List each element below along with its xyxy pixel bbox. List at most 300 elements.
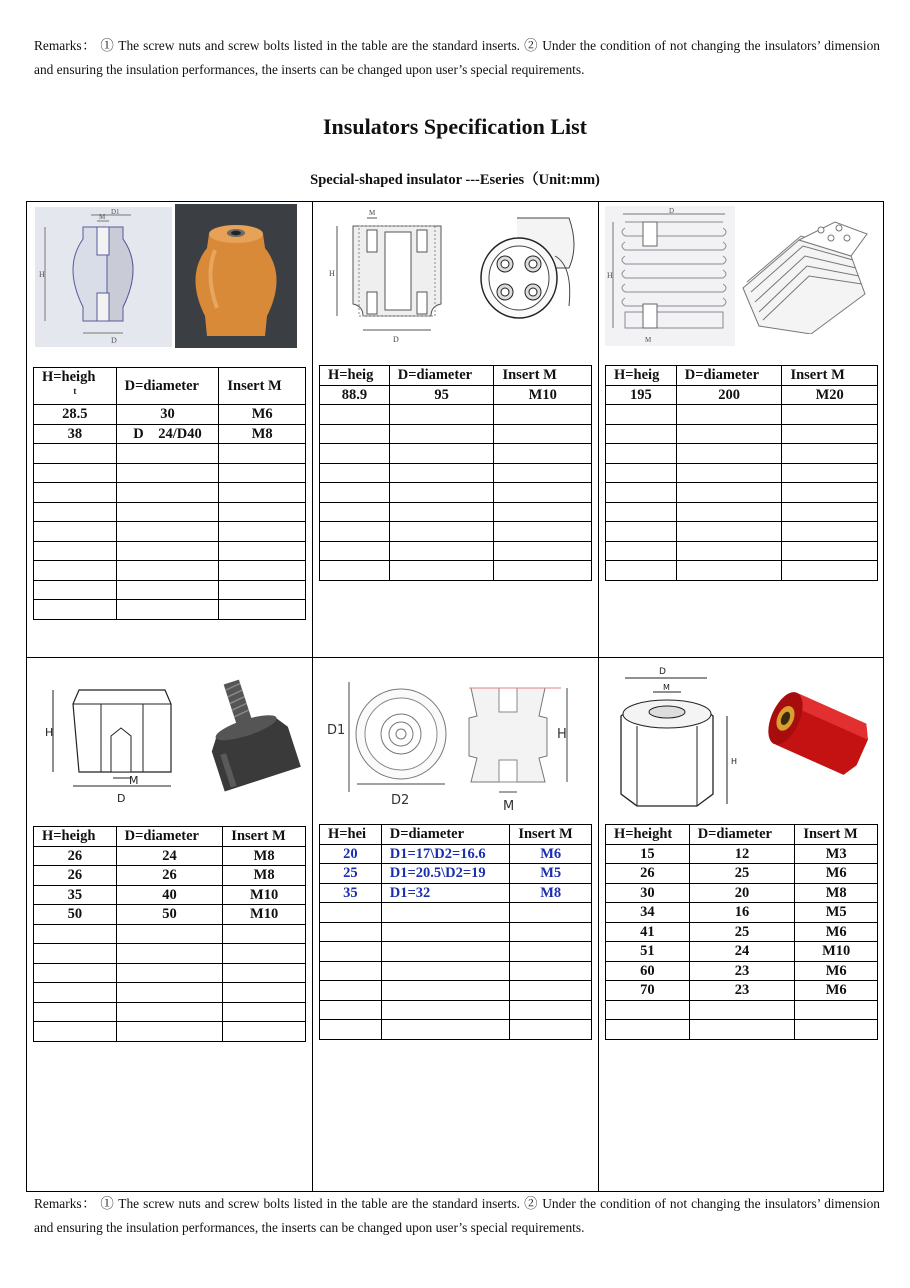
table-row — [34, 502, 306, 522]
column-header: D=diameter — [116, 827, 223, 847]
table-cell — [606, 1020, 690, 1040]
table-cell: 23 — [689, 961, 795, 981]
table-cell — [676, 502, 782, 522]
table-cell — [381, 903, 510, 923]
table-row — [606, 922, 878, 942]
table-cell: M8 — [223, 846, 306, 866]
table-row — [320, 444, 592, 464]
table-cell: 24 — [116, 846, 223, 866]
table-cell — [219, 502, 306, 522]
table-row — [320, 961, 592, 981]
table-cell: 20 — [320, 844, 382, 864]
cell-insulator-3 — [599, 202, 884, 657]
table-cell — [606, 541, 677, 561]
column-header: H=heigh — [34, 827, 117, 847]
table-cell — [606, 444, 677, 464]
table-cell — [510, 1020, 592, 1040]
table-cell — [494, 424, 592, 444]
table-cell — [34, 1002, 117, 1022]
table-cell — [320, 903, 382, 923]
table-row — [320, 883, 592, 903]
column-header: D=diameter — [116, 368, 219, 405]
table-row — [34, 522, 306, 542]
insulator-3-render — [739, 216, 869, 334]
table-row — [34, 405, 306, 425]
table-cell — [689, 1020, 795, 1040]
spec-table-3 — [605, 365, 878, 581]
table-cell — [219, 580, 306, 600]
table-row — [606, 1020, 878, 1040]
table-cell — [320, 405, 390, 425]
insulator-6-render — [763, 682, 879, 782]
table-cell: 15 — [606, 844, 690, 864]
table-cell: 35 — [34, 885, 117, 905]
table-cell: 12 — [689, 844, 795, 864]
table-cell — [606, 483, 677, 503]
table-cell — [34, 963, 117, 983]
table-cell: 26 — [34, 866, 117, 886]
column-header: Insert M — [510, 825, 592, 845]
label-d2: D2 — [391, 793, 410, 808]
table-cell — [782, 444, 878, 464]
remarks-bottom: Remarks： ① The screw nuts and screw bolts listed in the table are the standard inserts. ② Under the condition of not changing the insulators’ dimension and ensuring the insulation performances, the inserts can be changed upon user’s special requirements. — [34, 1196, 880, 1235]
table-cell: M10 — [494, 385, 592, 405]
table-cell: M10 — [795, 942, 878, 962]
table-cell — [34, 924, 117, 944]
table-cell: 200 — [676, 385, 782, 405]
table-cell — [219, 483, 306, 503]
table-cell: M6 — [795, 864, 878, 884]
table-cell — [494, 541, 592, 561]
cell-insulator-2 — [313, 202, 598, 657]
table-cell — [219, 600, 306, 620]
table-cell — [34, 463, 117, 483]
cell-insulator-5 — [313, 658, 598, 1192]
table-cell — [782, 483, 878, 503]
table-cell: M10 — [223, 905, 306, 925]
table-row — [34, 1002, 306, 1022]
table-header-row — [606, 825, 878, 845]
table-cell — [223, 924, 306, 944]
table-row — [34, 846, 306, 866]
table-cell — [116, 463, 219, 483]
table-cell: 34 — [606, 903, 690, 923]
table-cell — [381, 942, 510, 962]
table-row — [606, 844, 878, 864]
column-header: H=height — [606, 825, 690, 845]
table-cell — [34, 522, 117, 542]
table-cell: 24 — [689, 942, 795, 962]
table-cell — [389, 463, 494, 483]
label-d1: D1 — [111, 208, 120, 216]
table-cell: 51 — [606, 942, 690, 962]
table-cell — [34, 561, 117, 581]
table-header-row — [34, 827, 306, 847]
table-cell — [320, 561, 390, 581]
table-cell: D 24/D40 — [116, 424, 219, 444]
insulator-1-photo — [175, 204, 297, 348]
table-cell — [381, 922, 510, 942]
table-cell — [34, 1022, 117, 1042]
cell-insulator-1 — [27, 202, 312, 657]
header-wrap-text: t — [73, 386, 77, 396]
table-row — [34, 963, 306, 983]
table-row — [320, 385, 592, 405]
table-row — [606, 883, 878, 903]
table-row — [606, 405, 878, 425]
table-cell — [320, 961, 382, 981]
table-cell — [116, 522, 219, 542]
table-cell — [606, 405, 677, 425]
table-cell — [223, 1002, 306, 1022]
column-header: Insert M — [494, 366, 592, 386]
spec-table-5 — [319, 824, 592, 1040]
table-cell — [223, 1022, 306, 1042]
table-cell: 35 — [320, 883, 382, 903]
table-cell — [676, 483, 782, 503]
label-m: M — [369, 209, 376, 217]
table-row — [320, 541, 592, 561]
label-h: H — [607, 271, 613, 280]
table-cell: 23 — [689, 981, 795, 1001]
table-cell — [676, 405, 782, 425]
table-row — [320, 864, 592, 884]
table-cell — [223, 983, 306, 1003]
table-cell — [381, 981, 510, 1001]
table-cell — [606, 522, 677, 542]
column-header: Insert M — [782, 366, 878, 386]
table-row — [34, 866, 306, 886]
insulator-1-drawing — [35, 207, 172, 347]
table-cell — [494, 502, 592, 522]
cell-insulator-4 — [27, 658, 312, 1192]
table-row — [606, 385, 878, 405]
label-d: D — [669, 207, 675, 215]
table-cell — [219, 541, 306, 561]
table-cell: 50 — [34, 905, 117, 925]
table-cell — [494, 561, 592, 581]
column-header: D=diameter — [689, 825, 795, 845]
table-row — [606, 903, 878, 923]
insulator-3-drawing — [605, 206, 735, 346]
table-cell — [116, 924, 223, 944]
table-cell — [381, 1000, 510, 1020]
table-cell — [320, 444, 390, 464]
table-row — [320, 844, 592, 864]
table-row — [606, 541, 878, 561]
table-row — [34, 463, 306, 483]
table-cell — [510, 1000, 592, 1020]
table-cell — [116, 1002, 223, 1022]
table-cell: M6 — [795, 922, 878, 942]
table-cell — [782, 541, 878, 561]
label-h: H — [39, 270, 45, 279]
table-cell — [389, 444, 494, 464]
table-row — [606, 444, 878, 464]
table-header-row — [34, 368, 306, 405]
table-cell — [34, 483, 117, 503]
table-cell — [795, 1020, 878, 1040]
table-cell: 26 — [606, 864, 690, 884]
table-row — [320, 922, 592, 942]
label-d: D — [393, 335, 399, 344]
table-cell — [510, 942, 592, 962]
table-row — [320, 981, 592, 1001]
insulator-2-drawing — [323, 206, 453, 346]
table-cell: 70 — [606, 981, 690, 1001]
table-cell — [676, 561, 782, 581]
table-cell — [782, 561, 878, 581]
table-cell — [34, 502, 117, 522]
table-row — [320, 405, 592, 425]
table-row — [606, 522, 878, 542]
table-row — [606, 961, 878, 981]
table-row — [606, 502, 878, 522]
table-cell: 16 — [689, 903, 795, 923]
table-cell: 40 — [116, 885, 223, 905]
table-cell — [223, 963, 306, 983]
table-cell — [510, 961, 592, 981]
table-header-row — [320, 825, 592, 845]
table-cell: M6 — [795, 981, 878, 1001]
label-m: M — [503, 799, 515, 814]
cell-insulator-6 — [599, 658, 884, 1192]
insulator-2-render — [473, 206, 585, 342]
table-cell — [219, 444, 306, 464]
table-cell: 50 — [116, 905, 223, 925]
table-cell — [116, 600, 219, 620]
table-cell — [606, 463, 677, 483]
column-header: Insert M — [223, 827, 306, 847]
table-cell: D1=32 — [381, 883, 510, 903]
table-cell — [676, 522, 782, 542]
table-row — [606, 864, 878, 884]
label-m: M — [129, 774, 139, 787]
table-row — [606, 561, 878, 581]
table-header-row — [320, 366, 592, 386]
table-cell: M5 — [795, 903, 878, 923]
table-cell — [494, 522, 592, 542]
table-cell: 26 — [116, 866, 223, 886]
table-cell — [676, 424, 782, 444]
insulator-6-drawing — [607, 664, 757, 814]
table-row — [320, 1000, 592, 1020]
table-cell — [116, 444, 219, 464]
table-cell — [34, 600, 117, 620]
table-cell: M8 — [223, 866, 306, 886]
table-row — [606, 463, 878, 483]
table-cell: M6 — [795, 961, 878, 981]
table-cell — [320, 981, 382, 1001]
table-cell — [34, 580, 117, 600]
table-row — [606, 1000, 878, 1020]
table-cell — [381, 1020, 510, 1040]
table-row — [34, 885, 306, 905]
table-cell — [320, 922, 382, 942]
column-header: H=heigh t — [34, 368, 117, 405]
table-cell — [676, 541, 782, 561]
table-cell — [782, 522, 878, 542]
table-cell: 25 — [320, 864, 382, 884]
table-cell: 60 — [606, 961, 690, 981]
table-cell — [320, 1020, 382, 1040]
table-cell — [510, 981, 592, 1001]
column-header: H=hei — [320, 825, 382, 845]
table-cell — [219, 522, 306, 542]
table-cell — [389, 541, 494, 561]
table-cell: 26 — [34, 846, 117, 866]
table-cell — [494, 483, 592, 503]
insulator-4-drawing — [41, 680, 181, 810]
table-row — [320, 424, 592, 444]
table-cell: M8 — [510, 883, 592, 903]
label-h: H — [557, 727, 567, 742]
table-cell — [676, 463, 782, 483]
label-h: H — [45, 726, 54, 739]
table-row — [34, 444, 306, 464]
table-row — [34, 924, 306, 944]
table-cell: 28.5 — [34, 405, 117, 425]
column-header: H=heig — [606, 366, 677, 386]
table-cell: 30 — [606, 883, 690, 903]
label-m: M — [645, 336, 652, 344]
spec-grid — [26, 201, 884, 1192]
table-cell — [223, 944, 306, 964]
table-row — [320, 463, 592, 483]
label-m: M — [99, 213, 106, 221]
table-cell — [689, 1000, 795, 1020]
spec-table-4 — [33, 826, 306, 1042]
table-cell — [389, 483, 494, 503]
table-cell: M6 — [219, 405, 306, 425]
table-row — [606, 424, 878, 444]
table-row — [320, 1020, 592, 1040]
table-cell: 30 — [116, 405, 219, 425]
table-cell — [389, 405, 494, 425]
table-cell — [510, 922, 592, 942]
column-header: Insert M — [795, 825, 878, 845]
table-cell — [116, 983, 223, 1003]
table-cell — [320, 1000, 382, 1020]
table-cell: 25 — [689, 922, 795, 942]
table-cell: M10 — [223, 885, 306, 905]
table-cell — [606, 1000, 690, 1020]
table-cell — [320, 522, 390, 542]
table-cell: 38 — [34, 424, 117, 444]
table-cell: M8 — [795, 883, 878, 903]
table-row — [606, 981, 878, 1001]
table-cell: 88.9 — [320, 385, 390, 405]
label-d: D — [111, 336, 117, 345]
table-cell — [116, 963, 223, 983]
spec-table-2 — [319, 365, 592, 581]
table-cell: M6 — [510, 844, 592, 864]
table-row — [34, 1022, 306, 1042]
table-cell: D1=20.5\D2=19 — [381, 864, 510, 884]
column-header: D=diameter — [389, 366, 494, 386]
label-h: H — [731, 757, 738, 766]
table-cell — [320, 942, 382, 962]
table-row — [606, 942, 878, 962]
spec-table-1 — [33, 367, 306, 620]
table-row — [320, 942, 592, 962]
table-cell — [34, 541, 117, 561]
table-cell: 25 — [689, 864, 795, 884]
table-row — [34, 600, 306, 620]
table-row — [34, 983, 306, 1003]
table-cell — [606, 502, 677, 522]
table-cell — [606, 561, 677, 581]
table-cell — [320, 541, 390, 561]
table-cell — [116, 944, 223, 964]
table-cell — [219, 561, 306, 581]
column-header: D=diameter — [381, 825, 510, 845]
table-cell — [320, 424, 390, 444]
table-row — [320, 502, 592, 522]
page-subtitle: Special-shaped insulator ---Eseries（Unit:mm) — [310, 172, 600, 188]
column-header: Insert M — [219, 368, 306, 405]
column-header: H=heig — [320, 366, 390, 386]
table-cell — [219, 463, 306, 483]
table-cell — [510, 903, 592, 923]
table-cell: M5 — [510, 864, 592, 884]
table-cell — [116, 1022, 223, 1042]
table-cell — [494, 444, 592, 464]
table-cell — [494, 463, 592, 483]
table-cell: 95 — [389, 385, 494, 405]
table-cell — [381, 961, 510, 981]
table-cell — [34, 944, 117, 964]
table-row — [320, 483, 592, 503]
table-row — [34, 561, 306, 581]
page-title: Insulators Specification List — [322, 114, 588, 139]
label-d: D — [117, 792, 126, 805]
table-row — [34, 580, 306, 600]
label-d: D — [659, 667, 666, 677]
table-cell — [782, 424, 878, 444]
table-cell — [782, 502, 878, 522]
spec-table-6 — [605, 824, 878, 1040]
table-row — [320, 903, 592, 923]
table-cell — [116, 541, 219, 561]
table-header-row — [606, 366, 878, 386]
table-cell — [116, 502, 219, 522]
table-cell — [320, 502, 390, 522]
table-row — [320, 522, 592, 542]
table-cell — [389, 522, 494, 542]
table-row — [34, 541, 306, 561]
table-cell — [116, 561, 219, 581]
table-cell: 195 — [606, 385, 677, 405]
label-d1: D1 — [327, 723, 346, 738]
label-h: H — [329, 269, 335, 278]
label-m: M — [663, 683, 670, 692]
table-cell — [389, 502, 494, 522]
table-cell — [389, 424, 494, 444]
table-row — [34, 905, 306, 925]
table-cell: 41 — [606, 922, 690, 942]
remarks-top: Remarks： ① The screw nuts and screw bolts listed in the table are the standard inserts. ② Under the condition of not changing the insulators’ dimension and ensuring the insulation performances, the inserts can be changed upon user’s special requirements. — [34, 38, 880, 77]
table-cell: M3 — [795, 844, 878, 864]
table-cell — [320, 483, 390, 503]
insulator-4-render — [197, 674, 309, 798]
table-cell — [34, 983, 117, 1003]
column-header: D=diameter — [676, 366, 782, 386]
table-cell — [34, 444, 117, 464]
table-row — [34, 424, 306, 444]
table-row — [34, 483, 306, 503]
table-cell: 20 — [689, 883, 795, 903]
